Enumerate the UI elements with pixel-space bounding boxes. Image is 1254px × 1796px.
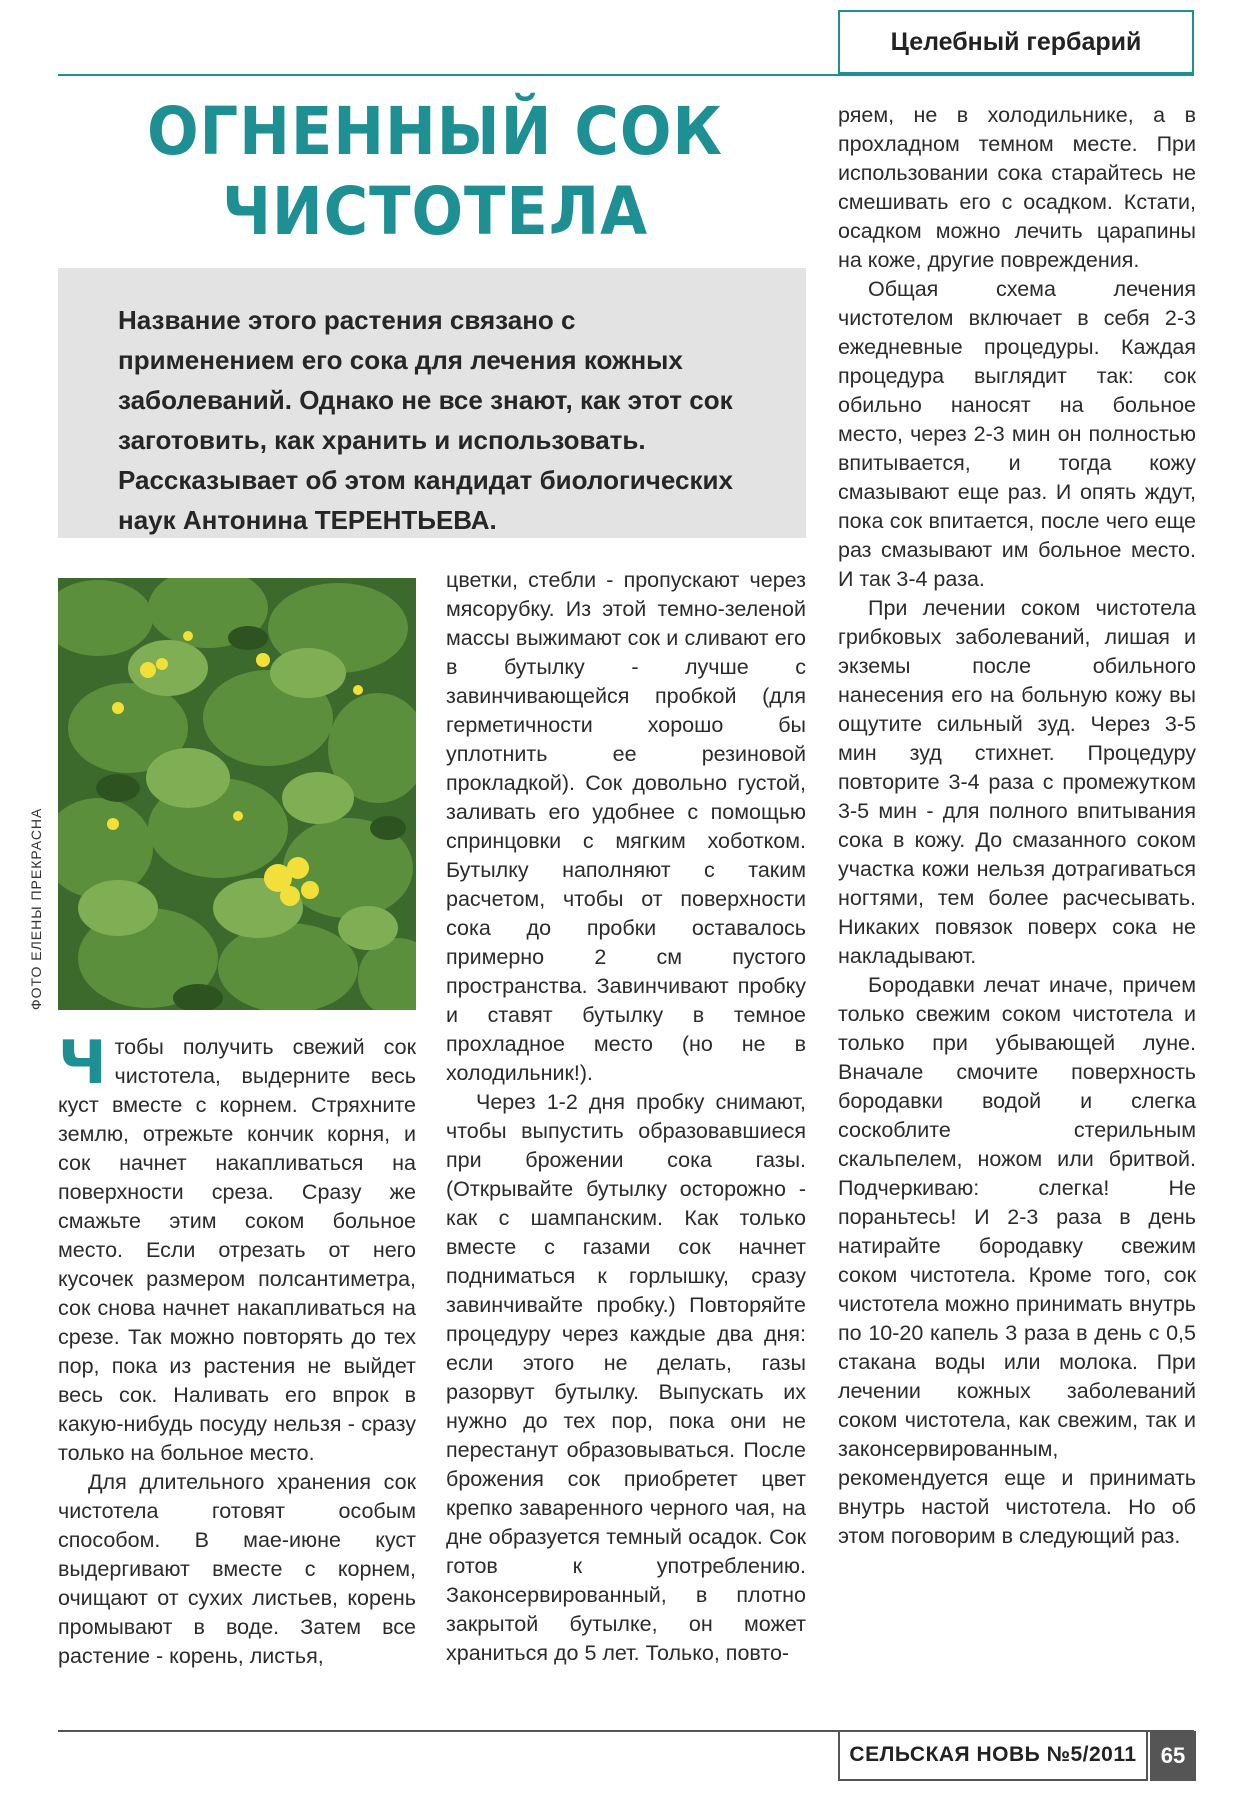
page-number: 65 [1150, 1731, 1196, 1781]
column-1 [58, 1028, 416, 1671]
body-paragraph: Через 1-2 дня пробку снимают, чтобы выпустить образовавшиеся при брожении сока газы. (Открывайте бутылку осторожно - как с шампанским. Как только вместе с газами сок начнет подниматься к горлышку, сразу завинчивайте пробку.) Повторяйте процедуру через каждые два дня: если этого не делать, газы разорвут бутылку. Выпускать их нужно до тех пор, пока они не перестанут образовываться. После брожения сок приобретет цвет крепко заваренного черного чая, на дне образуется темный осадок. Сок готов к употреблению. Законсервированный, в плотно закрытой бутылке, он может храниться до 5 лет. Только, повто- [446, 1090, 806, 1665]
title-line-1: ОГНЕННЫЙ СОК [147, 93, 723, 170]
body-paragraph: Чтобы получить свежий сок чистотела, выдерните весь куст вместе с корнем. Стряхните землю, отрежьте кончик корня, и сок начнет накапливаться на поверхности среза. Сразу же смажьте этим соком больное место. Если отрезать от него кусочек размером полсантиметра, сок снова начнет накапливаться на срезе. Так можно повторять до тех пор, пока из растения не выйдет весь сок. Наливать его впрок в какую-нибудь посуду нельзя - сразу только на больное место. [58, 1028, 416, 1465]
celandine-photo [58, 578, 416, 1010]
drop-cap: Ч [58, 1028, 107, 1098]
body-paragraph: Бородавки лечат иначе, причем только свежим соком чистотела и только при убывающей луне. Вначале смочите поверхность бородавки водой и слегка соскоблите стерильным скальпелем, ножом или бритвой. Подчеркиваю: слегка! Не пораньтесь! И 2-3 раза в день натирайте бородавку свежим соком чистотела. Кроме того, сок чистотела можно принимать внутрь по 10-20 капель 3 раза в день с 0,5 стакана воды или молока. При лечении кожных заболеваний соком чистотела, как свежим, так и законсервированным, рекомендуется еще и принимать внутрь настой чистотела. Но об этом поговорим в следующий раз. [838, 973, 1196, 1548]
publication-name: СЕЛЬСКАЯ НОВЬ №5/2011 [838, 1731, 1148, 1781]
article-title [90, 92, 780, 252]
section-label: Целебный гербарий [838, 10, 1194, 74]
body-paragraph: Общая схема лечения чистотелом включает в себя 2-3 ежедневные процедуры. Каждая процедура выглядит так: сок обильно наносят на больное место, через 2-3 мин он полностью впитывается, и тогда кожу смазывают еще раз. И опять ждут, пока сок впитается, после чего еще раз смазывают им больное место. И так 3-4 раза. [838, 277, 1196, 591]
title-line-2: ЧИСТОТЕЛА [221, 173, 649, 250]
column-2 [446, 566, 806, 1668]
header-rule [58, 74, 1194, 76]
photo-credit: ФОТО ЕЛЕНЫ ПРЕКРАСНА [28, 807, 44, 1010]
lead-paragraph: Название этого растения связано с применением его сока для лечения кожных заболеваний. Однако не все знают, как этот сок заготовить, как хранить и использовать. Рассказывает об этом кандидат биологических наук Антонина ТЕРЕНТЬЕВА. [58, 268, 806, 538]
body-paragraph: Для длительного хранения сок чистотела готовят особым способом. В мае-июне куст выдергивают вместе с корнем, очищают от сухих листьев, корень промывают в воде. Затем все растение - корень, листья, [58, 1470, 416, 1668]
body-paragraph: цветки, стебли - пропускают через мясорубку. Из этой темно-зеленой массы выжимают сок и сливают его в бутылку - лучше с завинчивающейся пробкой (для герметичности хорошо бы уплотнить ее резиновой прокладкой). Сок довольно густой, заливать его удобнее с помощью спринцовки с мягким хоботком. Бутылку наполняют с таким расчетом, чтобы от поверхности сока до пробки оставалось примерно 2 см пустого пространства. Завинчивают пробку и ставят бутылку в темное прохладное место (но не в холодильник!). [446, 568, 806, 1085]
body-paragraph: При лечении соком чистотела грибковых заболеваний, лишая и экземы после обильного нанесения его на больную кожу вы ощутите сильный зуд. Через 3-5 мин зуд стихнет. Процедуру повторите 3-4 раза с промежутком 3-5 мин - для полного впитывания сока в кожу. До смазанного соком участка кожи нельзя дотрагиваться ногтями, тем более расчесывать. Никаких повязок поверх сока не накладывают. [838, 596, 1196, 968]
body-paragraph: ряем, не в холодильнике, а в прохладном темном месте. При использовании сока старайтесь не смешивать его с осадком. Кстати, осадком можно лечить царапины на коже, другие повреждения. [838, 103, 1196, 272]
column-3 [838, 101, 1196, 1551]
